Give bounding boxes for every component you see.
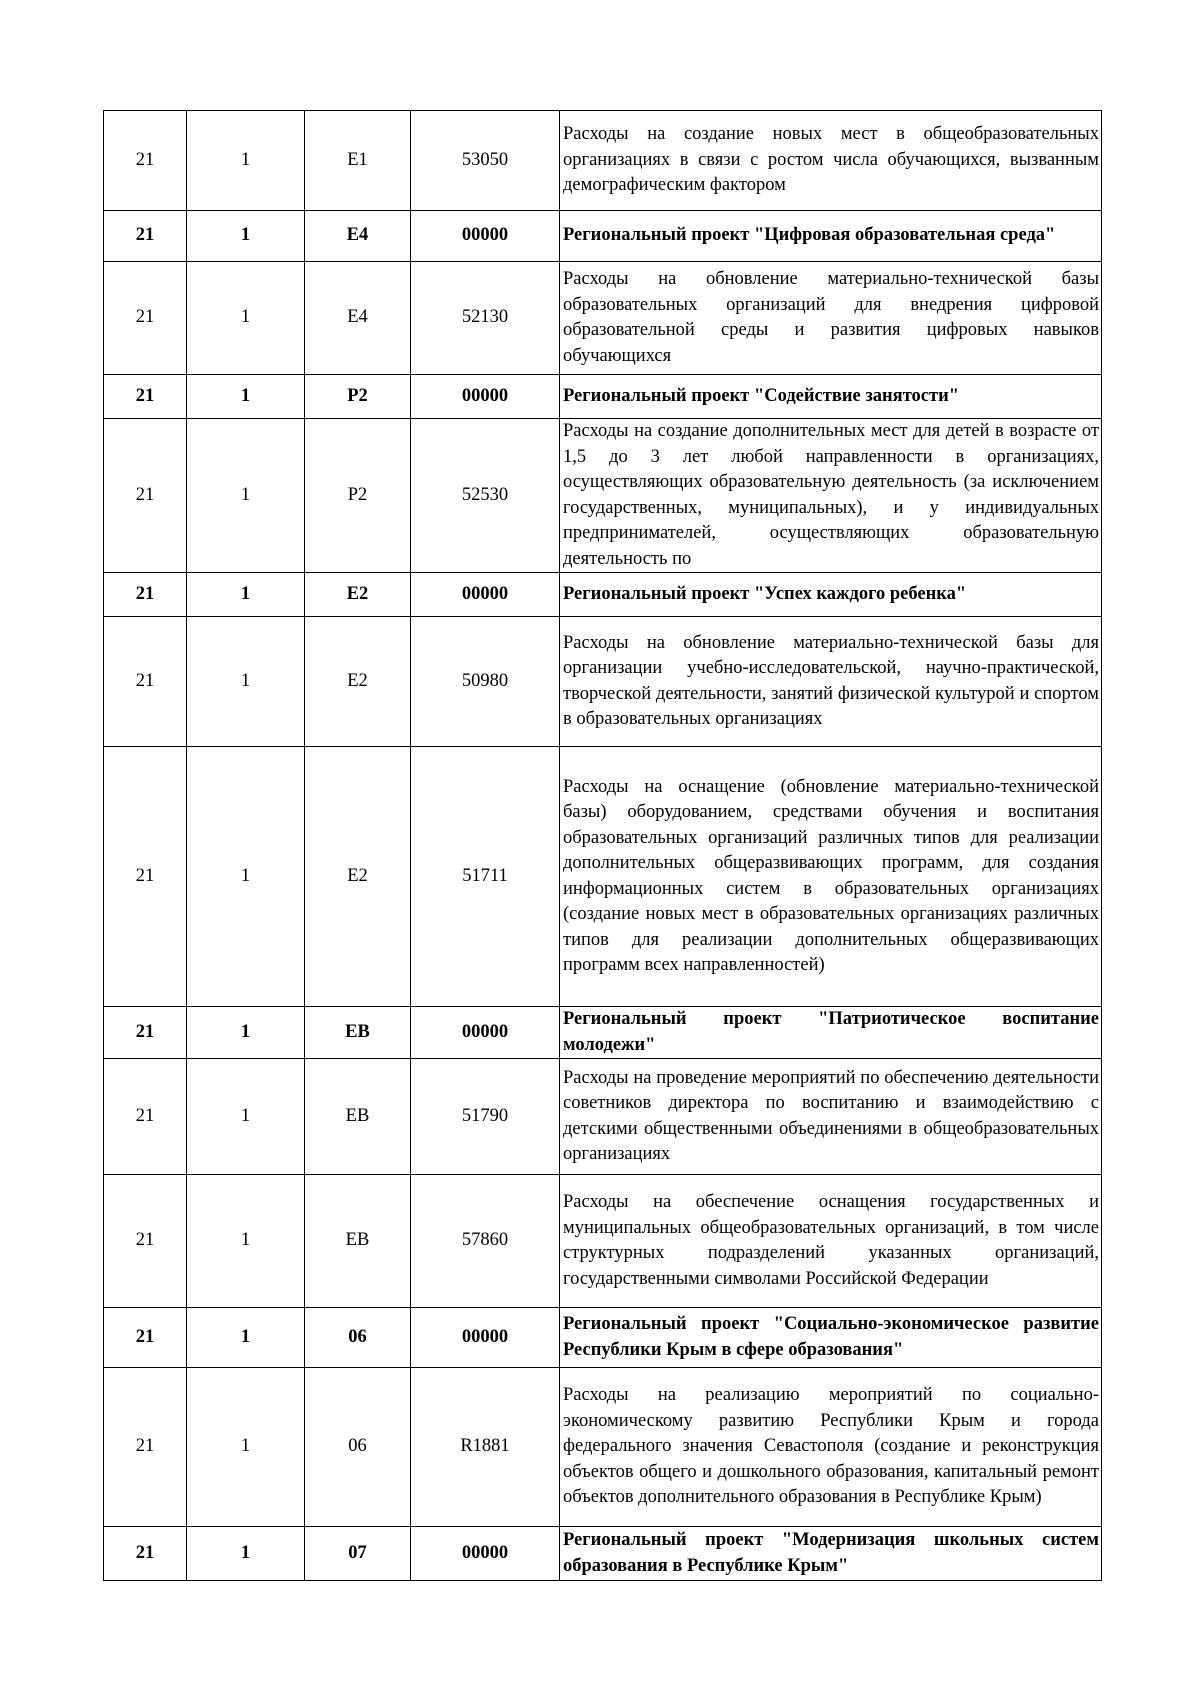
table-row [104, 1308, 1102, 1368]
cell-code-2: 1 [187, 617, 305, 747]
cell-description: Расходы на создание дополнительных мест для детей в возрасте от 1,5 до 3 лет любой направленности в организациях, осуществляющих образовательную деятельность (за исключением государственных, муниципальных), и у индивидуальных предпринимателей, осуществляющих образовательную деятельность по [560, 419, 1102, 573]
table-row [104, 1059, 1102, 1175]
cell-code-2: 1 [187, 419, 305, 573]
cell-code-3: E2 [305, 747, 411, 1007]
cell-code-4: 00000 [411, 573, 560, 617]
table-row [104, 111, 1102, 211]
cell-code-2: 1 [187, 573, 305, 617]
cell-code-3: P2 [305, 375, 411, 419]
cell-code-4: 53050 [411, 111, 560, 211]
cell-code-4: 52530 [411, 419, 560, 573]
cell-code-3: E2 [305, 617, 411, 747]
table-row [104, 747, 1102, 1007]
cell-code-2: 1 [187, 747, 305, 1007]
cell-code-2: 1 [187, 1007, 305, 1059]
cell-description: Расходы на проведение мероприятий по обеспечению деятельности советников директора по воспитанию и взаимодействию с детскими общественными объединениями в общеобразовательных организациях [560, 1059, 1102, 1175]
cell-code-1: 21 [104, 419, 187, 573]
cell-code-2: 1 [187, 1059, 305, 1175]
table-row [104, 1007, 1102, 1059]
cell-code-2: 1 [187, 262, 305, 375]
cell-description: Региональный проект "Социально-экономическое развитие Республики Крым в сфере образования" [560, 1308, 1102, 1368]
cell-code-1: 21 [104, 1527, 187, 1581]
cell-code-2: 1 [187, 111, 305, 211]
cell-code-4: 51790 [411, 1059, 560, 1175]
cell-code-1: 21 [104, 1368, 187, 1527]
cell-code-4: 00000 [411, 1007, 560, 1059]
cell-description: Расходы на обновление материально-технической базы для организации учебно-исследовательской, научно-практической, творческой деятельности, занятий физической культурой и спортом в образовательных организациях [560, 617, 1102, 747]
cell-code-1: 21 [104, 1175, 187, 1308]
cell-code-3: 07 [305, 1527, 411, 1581]
table-body [104, 111, 1102, 1581]
cell-code-4: 00000 [411, 375, 560, 419]
cell-description: Расходы на оснащение (обновление материально-технической базы) оборудованием, средствами обучения и воспитания образовательных организаций различных типов для реализации дополнительных общеразвивающих программ, для создания информационных систем в образовательных организациях (создание новых мест в образовательных организациях различных типов для реализации дополнительных общеразвивающих программ всех направленностей) [560, 747, 1102, 1007]
cell-code-3: P2 [305, 419, 411, 573]
budget-codes-table [103, 110, 1102, 1581]
cell-code-2: 1 [187, 1308, 305, 1368]
cell-code-3: E4 [305, 211, 411, 262]
cell-code-4: 00000 [411, 211, 560, 262]
cell-code-1: 21 [104, 1059, 187, 1175]
cell-description: Региональный проект "Цифровая образовательная среда" [560, 211, 1102, 262]
cell-description: Расходы на обеспечение оснащения государственных и муниципальных общеобразовательных организаций, в том числе структурных подразделений указанных организаций, государственными символами Российской Федерации [560, 1175, 1102, 1308]
table-row [104, 375, 1102, 419]
cell-description: Расходы на создание новых мест в общеобразовательных организациях в связи с ростом числа обучающихся, вызванным демографическим фактором [560, 111, 1102, 211]
cell-code-1: 21 [104, 747, 187, 1007]
cell-description: Региональный проект "Патриотическое воспитание молодежи" [560, 1007, 1102, 1059]
cell-description: Региональный проект "Модернизация школьных систем образования в Республике Крым" [560, 1527, 1102, 1581]
cell-code-2: 1 [187, 1368, 305, 1527]
cell-description: Расходы на реализацию мероприятий по социально-экономическому развитию Республики Крым и города федерального значения Севастополя (создание и реконструкция объектов общего и дошкольного образования, капитальный ремонт объектов дополнительного образования в Республике Крым) [560, 1368, 1102, 1527]
cell-code-3: EB [305, 1175, 411, 1308]
table-row [104, 617, 1102, 747]
table-row [104, 1368, 1102, 1527]
table-row [104, 419, 1102, 573]
cell-code-3: E1 [305, 111, 411, 211]
cell-code-4: 50980 [411, 617, 560, 747]
cell-code-1: 21 [104, 1007, 187, 1059]
cell-code-4: 00000 [411, 1527, 560, 1581]
cell-code-1: 21 [104, 1308, 187, 1368]
cell-code-1: 21 [104, 262, 187, 375]
cell-description: Региональный проект "Успех каждого ребенка" [560, 573, 1102, 617]
cell-code-2: 1 [187, 211, 305, 262]
cell-code-4: R1881 [411, 1368, 560, 1527]
table-row [104, 262, 1102, 375]
cell-code-3: EB [305, 1007, 411, 1059]
cell-code-3: 06 [305, 1308, 411, 1368]
cell-code-4: 00000 [411, 1308, 560, 1368]
cell-code-1: 21 [104, 111, 187, 211]
cell-code-3: E2 [305, 573, 411, 617]
cell-code-1: 21 [104, 211, 187, 262]
cell-code-1: 21 [104, 617, 187, 747]
cell-code-1: 21 [104, 375, 187, 419]
cell-code-2: 1 [187, 375, 305, 419]
cell-code-3: E4 [305, 262, 411, 375]
table-row [104, 573, 1102, 617]
cell-code-2: 1 [187, 1175, 305, 1308]
cell-code-3: EB [305, 1059, 411, 1175]
table-row [104, 1527, 1102, 1581]
cell-code-2: 1 [187, 1527, 305, 1581]
cell-code-4: 52130 [411, 262, 560, 375]
table-row [104, 211, 1102, 262]
cell-code-1: 21 [104, 573, 187, 617]
cell-code-3: 06 [305, 1368, 411, 1527]
table-row [104, 1175, 1102, 1308]
cell-description: Расходы на обновление материально-технической базы образовательных организаций для внедрения цифровой образовательной среды и развития цифровых навыков обучающихся [560, 262, 1102, 375]
cell-code-4: 51711 [411, 747, 560, 1007]
cell-code-4: 57860 [411, 1175, 560, 1308]
cell-description: Региональный проект "Содействие занятости" [560, 375, 1102, 419]
